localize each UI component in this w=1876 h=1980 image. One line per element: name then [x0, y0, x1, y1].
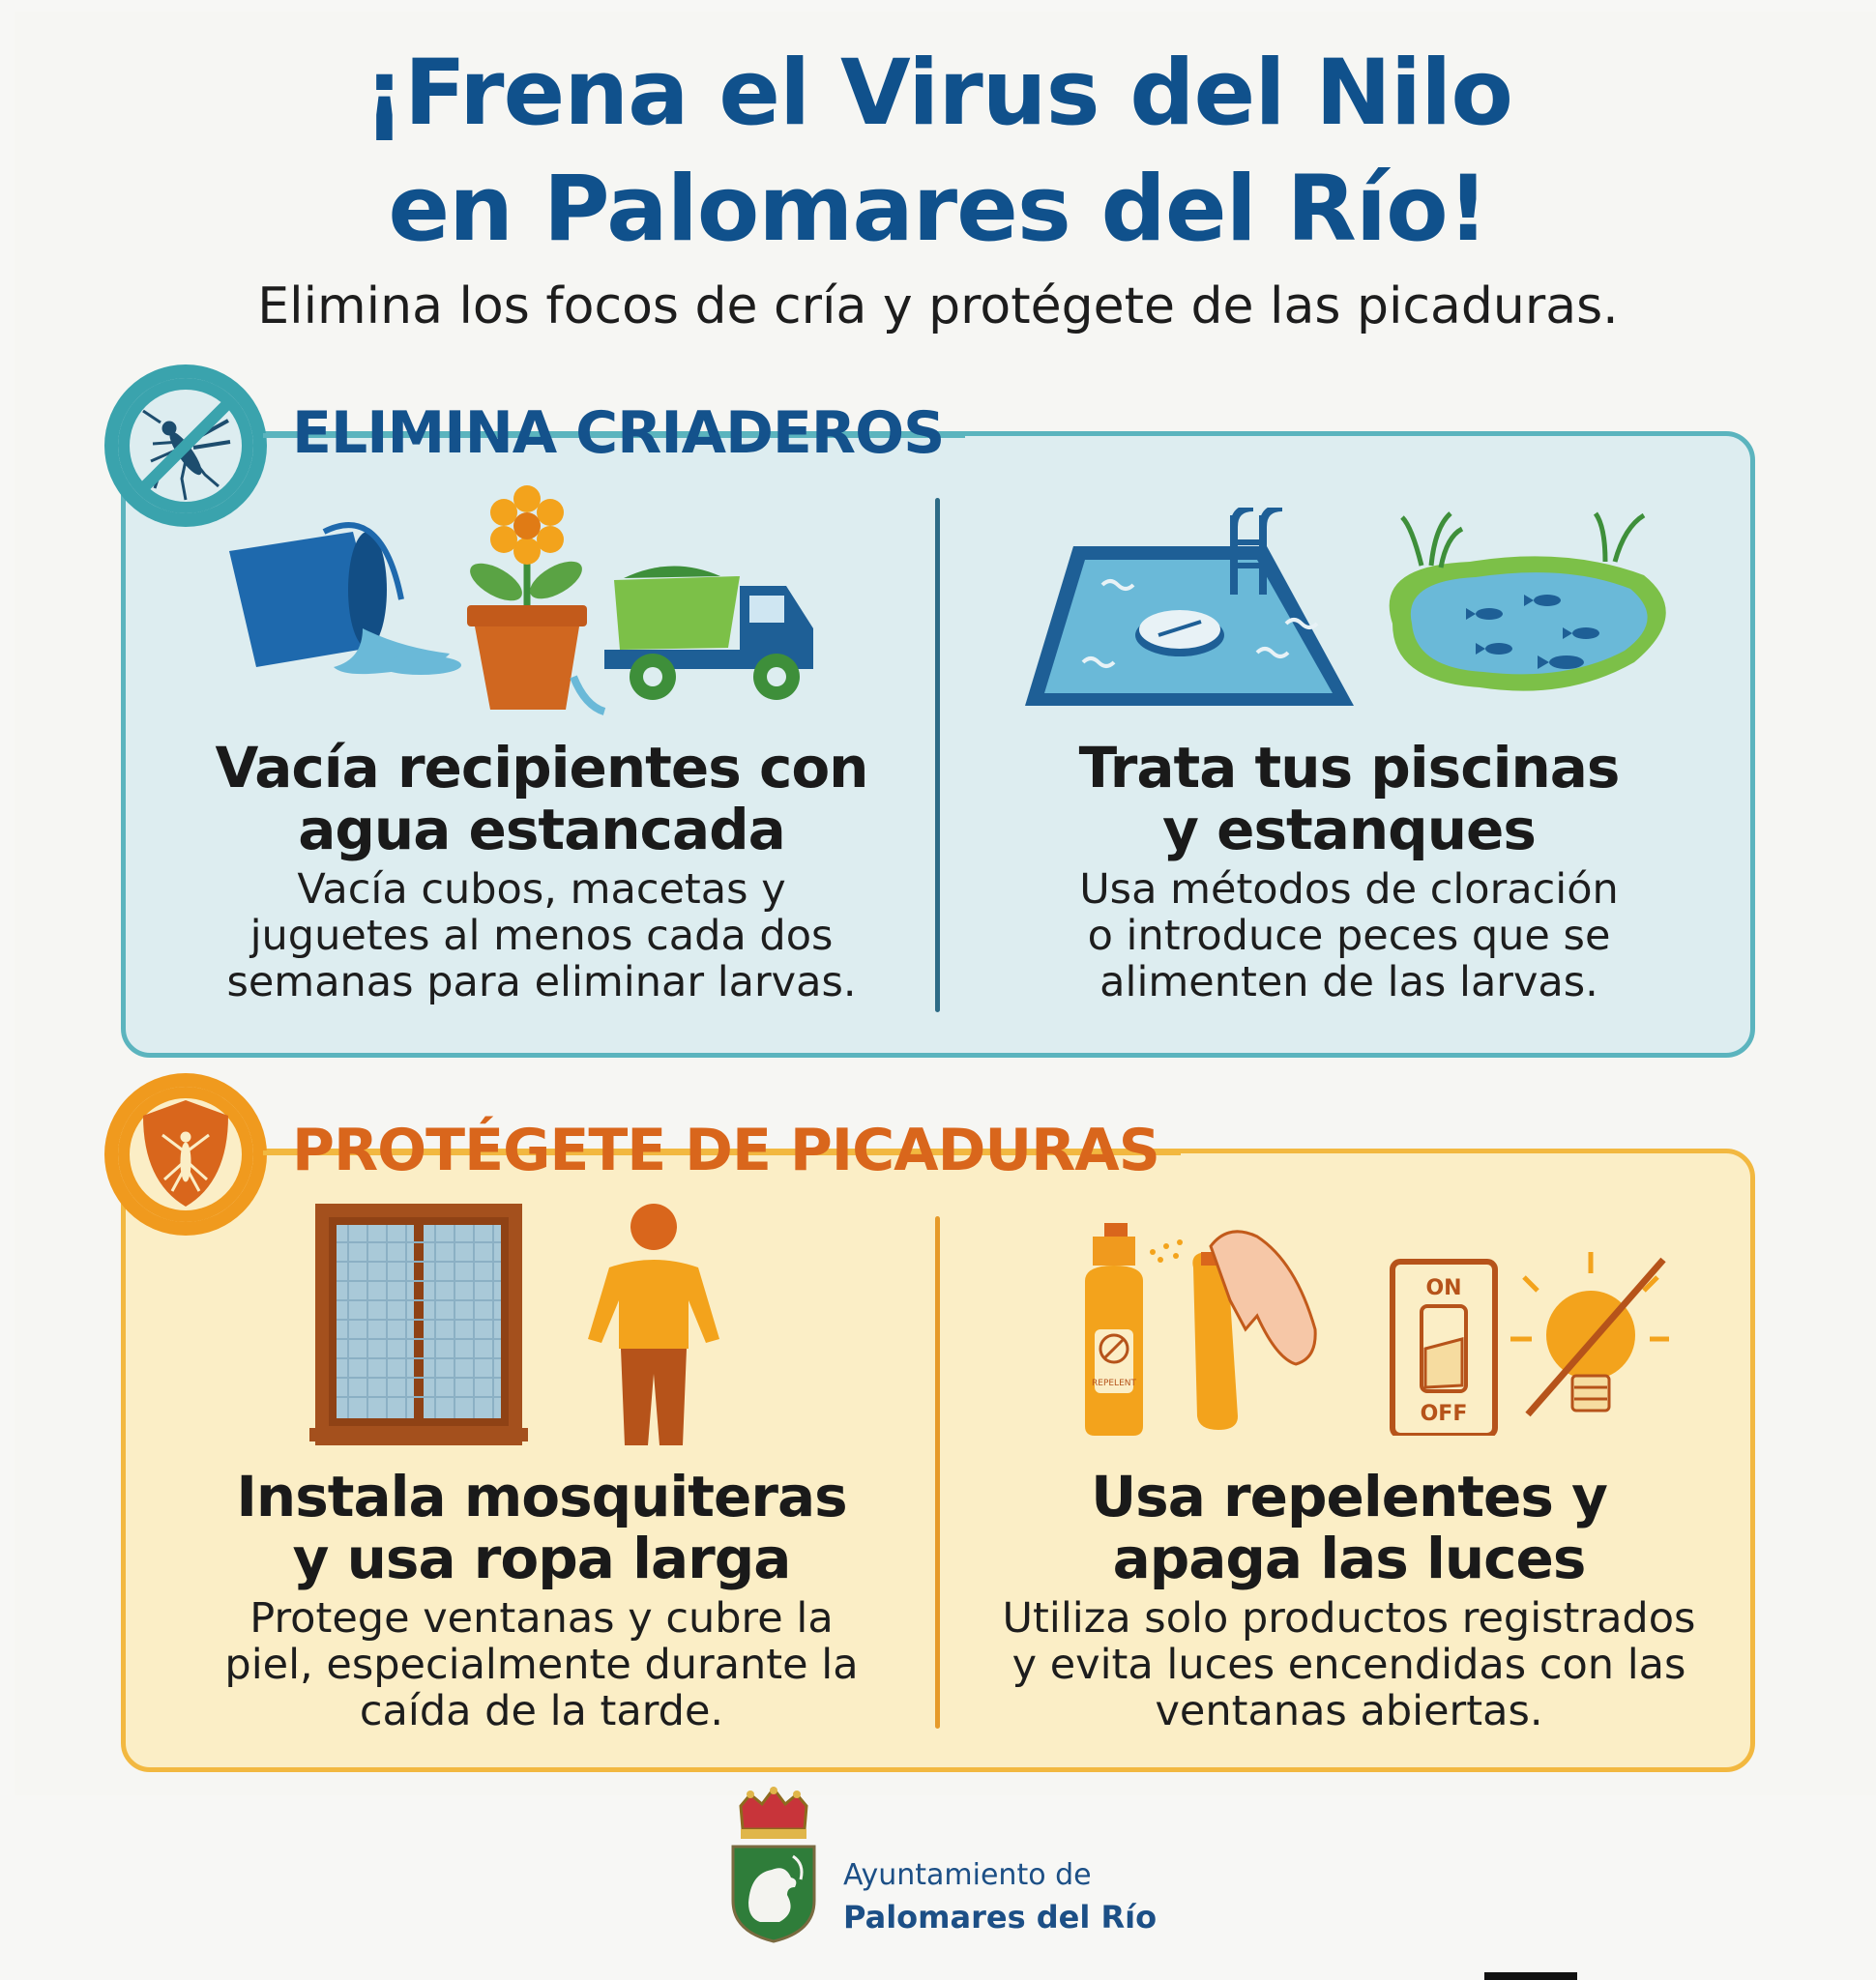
dump-truck-icon [604, 566, 813, 700]
tip-heading [155, 1466, 928, 1589]
repellent-spray-icon [1085, 1223, 1315, 1436]
tip-body [155, 1595, 928, 1734]
light-bulb-off-icon [1510, 1252, 1669, 1414]
flower-pot-icon [464, 485, 604, 712]
tip-heading [155, 737, 928, 860]
tip-body-line: semanas para eliminar larvas. [226, 958, 857, 1006]
tip-empty-containers [155, 737, 928, 1005]
page-title-line1: ¡Frena el Virus del Nilo [364, 41, 1512, 146]
tip-body-line: caída de la tarde. [359, 1687, 724, 1735]
tip-heading-line: Vacía recipientes con [215, 735, 868, 801]
window-screen-icon [309, 1204, 528, 1445]
tip-body-line: alimenten de las larvas. [1099, 958, 1598, 1006]
tip-body-line: Protege ventanas y cubre la [249, 1594, 834, 1643]
tip-heading-line: apaga las luces [1112, 1526, 1586, 1591]
protection-illustration [309, 1204, 735, 1445]
page-subtitle: Elimina los focos de cría y protégete de las picaduras. [257, 277, 1619, 335]
section-title-label: ELIMINA CRIADEROS [292, 399, 945, 467]
section-title-label: PROTÉGETE DE PICADURAS [292, 1117, 1159, 1184]
tip-screens-long-clothes [155, 1466, 928, 1734]
tip-heading-line: y usa ropa larga [292, 1526, 791, 1591]
footer-line2: Palomares del Río [843, 1899, 1158, 1936]
switch-off-label: OFF [1420, 1402, 1468, 1426]
tip-treat-pools [962, 737, 1736, 1005]
repellent-lights-illustration [1064, 1223, 1673, 1436]
tip-heading-line: Trata tus piscinas [1078, 735, 1620, 801]
tip-body-line: Vacía cubos, macetas y [297, 865, 786, 914]
tip-body-line: Usa métodos de cloración [1079, 865, 1619, 914]
tip-heading [962, 1466, 1736, 1589]
tip-body-line: juguetes al menos cada dos [249, 912, 834, 960]
water-bodies-illustration [1025, 508, 1683, 715]
section-title-protect-bites [292, 1114, 1171, 1187]
corner-mark [1484, 1972, 1577, 1980]
tip-heading [962, 737, 1736, 860]
bottle-label: REPELENT [1092, 1379, 1136, 1388]
tip-body [962, 1595, 1736, 1734]
section-title-eliminate-breeding [292, 396, 955, 470]
tip-body-line: y evita luces encendidas con las [1011, 1641, 1686, 1689]
pond-fish-icon [1390, 513, 1666, 691]
page-title-line2: en Palomares del Río! [388, 157, 1488, 262]
tip-heading-line: Instala mosquiteras [236, 1464, 847, 1529]
footer-line1: Ayuntamiento de [843, 1858, 1092, 1892]
coat-of-arms-icon [727, 1787, 820, 1943]
tip-heading-line: agua estancada [298, 797, 785, 862]
containers-illustration [218, 483, 846, 725]
tip-repellent-lights [962, 1466, 1736, 1734]
tip-heading-line: Usa repelentes y [1091, 1464, 1607, 1529]
pool-icon [1025, 508, 1354, 706]
footer-organization [843, 1856, 1157, 1939]
light-switch-icon [1392, 1262, 1495, 1436]
tip-heading-line: y estanques [1162, 797, 1536, 862]
section-divider [935, 498, 940, 1012]
tip-body-line: piel, especialmente durante la [224, 1641, 859, 1689]
switch-on-label: ON [1425, 1276, 1462, 1300]
tip-body-line: Utiliza solo productos registrados [1002, 1594, 1696, 1643]
tip-body-line: ventanas abiertas. [1155, 1687, 1543, 1735]
section-divider [935, 1216, 940, 1729]
tip-body-line: o introduce peces que se [1087, 912, 1611, 960]
tip-body [962, 866, 1736, 1005]
tip-body [155, 866, 928, 1005]
shield-mosquito-icon [104, 1073, 267, 1236]
person-long-clothes-icon [588, 1204, 719, 1445]
bucket-icon [229, 525, 461, 675]
